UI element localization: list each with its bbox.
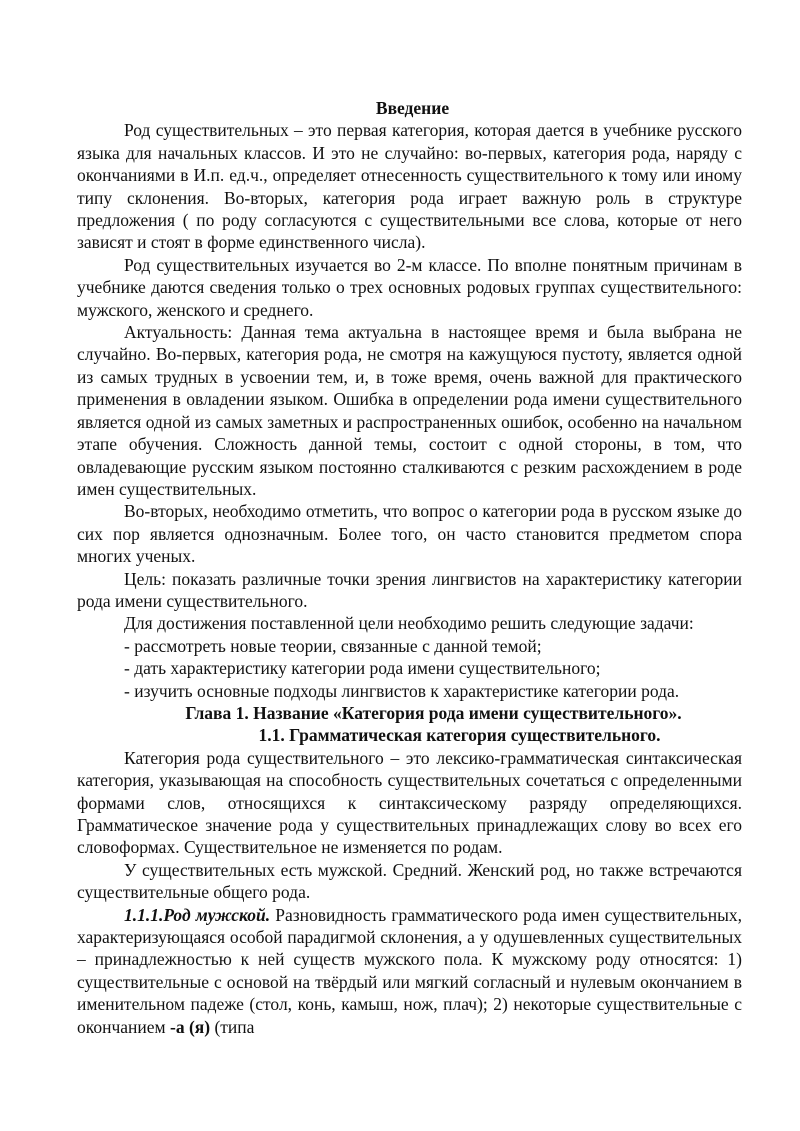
ending-highlight: -а (я) xyxy=(170,1016,211,1037)
task-item-2: - дать характеристику категории рода имени существительного; xyxy=(124,658,601,679)
intro-paragraph-5: Цель: показать различные точки зрения лингвистов на характеристику категории рода имени существительного. xyxy=(77,568,742,611)
section-paragraph-2: У существительных есть мужской. Средний. Женский род, но также встречаются существительные общего рода. xyxy=(77,859,742,903)
task-item-1: - рассмотреть новые теории, связанные с данной темой; xyxy=(124,635,542,656)
section-paragraph-1: Категория рода существительного – это лексико-грамматическая синтаксическая категория, указывающая на способность существительных сочетаться с определенными формами слов, относящихся к синтаксическому разряду определяющихся. Грамматическое значение рода у существительных принадлежащих слову во всех его словоформах. Существительное не изменяется по родам. xyxy=(77,747,742,858)
intro-paragraph-4: Во-вторых, необходимо отметить, что вопрос о категории рода в русском языке до сих пор является однозначным. Более того, он часто становится предметом спора многих ученых. xyxy=(77,501,742,567)
chapter-title: Глава 1. Название «Категория рода имени существительного». xyxy=(185,702,682,723)
intro-paragraph-3: Актуальность: Данная тема актуальна в настоящее время и была выбрана не случайно. Во-первых, категория рода, не смотря на кажущуюся пустоту, является одной из самых трудных в усвоении тем, и, в тоже время, очень важной для практического применения в овладении языком. Ошибка в определении рода имени существительного является одной из самых заметных и распространенных ошибок, особенно на начальном этапе обучения. Сложность данной темы, состоит с одной стороны, в том, что овладевающие русским языком постоянно сталкиваются с резким расхождением в роде имен существительных. xyxy=(77,322,742,499)
section-title: 1.1. Грамматическая категория существительного. xyxy=(258,725,661,746)
intro-paragraph-1: Род существительных – это первая категория, которая дается в учебнике русского языка для начальных классов. И это не случайно: во-первых, категория рода, наряду с окончаниями в И.п. ед.ч., определяет отнесенность существительного к тому или иному типу склонения. Во-вторых, категория рода играет важную роль в структуре предложения ( по роду согласуются с существительными все слова, которые от него зависят и стоят в форме единственного числа). xyxy=(77,120,742,253)
subsection-heading: 1.1.1.Род мужской. xyxy=(124,904,271,925)
intro-paragraph-6: Для достижения поставленной цели необходимо решить следующие задачи: xyxy=(124,613,694,634)
subsection-text-continued: (типа xyxy=(210,1016,255,1037)
subsection-text: Разновидность грамматического рода имен существительных, характеризующаяся особой парадигмой склонения, а у одушевленных существительных – принадлежностью к ней существ мужского пола. К мужскому роду относятся: 1) существительные с основой на твёрдый или мягкий согласный и нулевым окончанием в именительном падеже (стол, конь, камыш, нож, плач); 2) некоторые существительные с окончанием xyxy=(77,904,742,1037)
task-item-3: - изучить основные подходы лингвистов к характеристике категории рода. xyxy=(124,680,680,701)
intro-paragraph-2: Род существительных изучается во 2-м классе. По вполне понятным причинам в учебнике даются сведения только о трех основных родовых группах существительного: мужского, женского и среднего. xyxy=(77,254,742,320)
subsection-paragraph xyxy=(77,904,742,1038)
intro-title: Введение xyxy=(375,98,450,118)
